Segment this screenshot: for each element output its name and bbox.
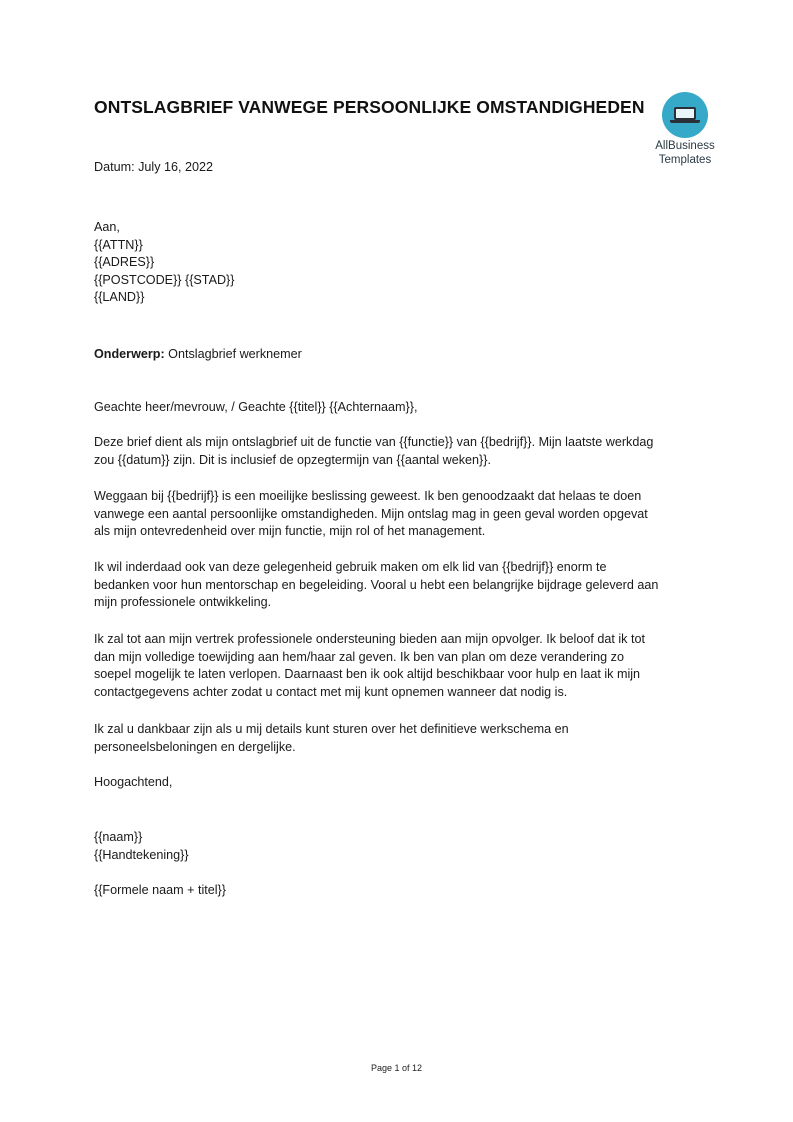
- greeting: Geachte heer/mevrouw, / Geachte {{titel}} {{Achternaam}},: [94, 400, 418, 414]
- logo-text-line2: Templates: [658, 154, 712, 166]
- logo-text-line1: AllBusiness: [655, 140, 715, 152]
- paragraph-line: Ik zal u dankbaar zijn als u mij details kunt sturen over het definitieve werkschema en: [94, 722, 569, 736]
- date-line: Datum: July 16, 2022: [94, 160, 214, 174]
- paragraph-line: bedanken voor hun mentorschap en begeleiding. Vooral u hebt een belangrijke bijdrage geleverd aan: [94, 577, 659, 592]
- recipient-block: [94, 219, 714, 307]
- paragraph-line: Weggaan bij {{bedrijf}} is een moeilijke beslissing geweest. Ik ben genoodzaakt dat helaas te doen: [94, 489, 642, 503]
- recipient-attn: {{ATTN}}: [94, 237, 143, 252]
- paragraph-line: Deze brief dient als mijn ontslagbrief uit de functie van {{functie}} van {{bedrijf}}. Mijn laatste werkdag: [94, 435, 654, 449]
- page-number: Page 1 of 12: [370, 1063, 423, 1073]
- recipient-address: {{ADRES}}: [94, 255, 155, 269]
- paragraph-5: [94, 721, 714, 756]
- signature-sign: {{Handtekening}}: [94, 847, 189, 862]
- subject-line: [94, 346, 714, 364]
- paragraph-line: vanwege een aantal persoonlijke omstandigheden. Mijn ontslag mag in geen geval worden opgevat: [94, 506, 648, 521]
- paragraph-line: zou {{datum}} zijn. Dit is inclusief de opzegtermijn van {{aantal weken}}.: [94, 452, 491, 467]
- document-title: ONTSLAGBRIEF VANWEGE PERSOONLIJKE OMSTANDIGHEDEN: [94, 97, 645, 117]
- paragraph-1: [94, 434, 714, 469]
- signature-name: {{naam}}: [94, 830, 143, 844]
- paragraph-line: als mijn ontevredenheid over mijn functie, mijn rol of het management.: [94, 524, 486, 538]
- recipient-country: {{LAND}}: [94, 290, 145, 304]
- paragraph-line: Ik wil inderdaad ook van deze gelegenheid gebruik maken om elk lid van {{bedrijf}} enorm te: [94, 560, 607, 574]
- paragraph-4: [94, 631, 714, 701]
- closing: Hoogachtend,: [94, 775, 173, 789]
- paragraph-2: [94, 488, 714, 541]
- paragraph-line: soepel mogelijk te laten verlopen. Daarnaast ben ik ook altijd beschikbaar voor hulp en laat ik mijn: [94, 667, 641, 681]
- signature-block: [94, 829, 714, 864]
- laptop-icon: [662, 92, 708, 138]
- recipient-postcode-city: {{POSTCODE}} {{STAD}}: [94, 272, 235, 287]
- company-logo: [648, 92, 722, 166]
- subject-text: Ontslagbrief werknemer: [164, 347, 302, 361]
- recipient-salutation: Aan,: [94, 220, 120, 234]
- paragraph-3: [94, 559, 714, 612]
- paragraph-line: Ik zal tot aan mijn vertrek professionele ondersteuning bieden aan mijn opvolger. Ik beloof dat ik tot: [94, 632, 645, 646]
- subject-label: Onderwerp:: [94, 347, 165, 361]
- paragraph-line: mijn professionele ontwikkeling.: [94, 595, 272, 609]
- signature-formal: {{Formele naam + titel}}: [94, 883, 226, 897]
- paragraph-line: dan mijn volledige toewijding aan hem/haar zal geven. Ik ben van plan om deze verandering zo: [94, 649, 624, 664]
- paragraph-line: contactgegevens achter zodat u contact met mij kunt opnemen wanneer dat nodig is.: [94, 684, 568, 699]
- paragraph-line: personeelsbeloningen en dergelijke.: [94, 739, 296, 754]
